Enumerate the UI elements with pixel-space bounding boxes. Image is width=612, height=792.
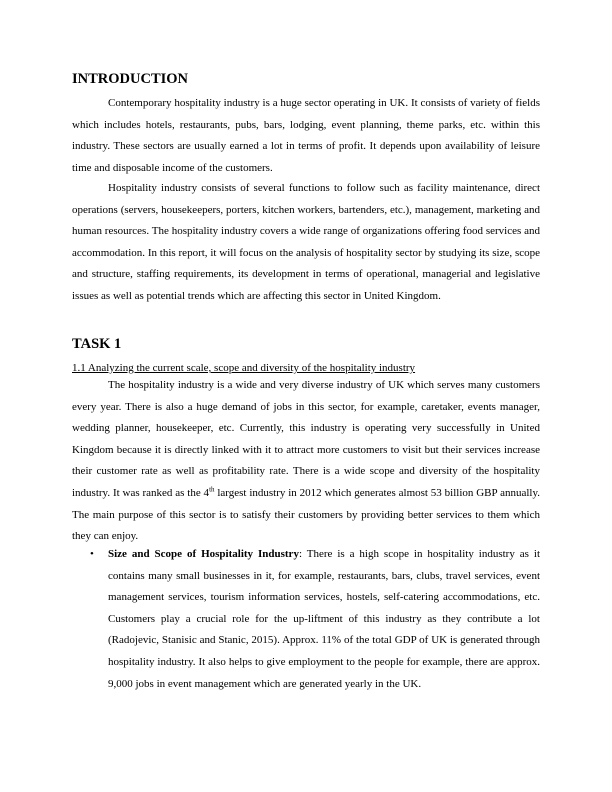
ordinal-suffix: th bbox=[209, 485, 215, 494]
introduction-paragraph-2: Hospitality industry consists of several functions to follow such as facility maintenance, direct operations (servers, housekeepers, porters, kitchen workers, bartenders, etc.), management, marketing and human resources. The hospitality industry covers a wide range of organizations offering food services and accommodation. In this report, it will focus on the analysis of hospitality sector by studying its size, scope and structure, staffing requirements, its development in terms of operational, managerial and legislative issues as well as potential trends which are affecting this sector in United Kingdom. bbox=[72, 182, 540, 302]
task1-paragraph-part1: The hospitality industry is a wide and very diverse industry of UK which serves many customers every year. There is also a huge demand of jobs in this sector, for example, caretaker, events manager, wedding planner, housekeeper, etc. Currently, this industry is operating very successfully in United Kingdom because it is directly linked with it to attract more customers to visit but their services increase their customer rate as well as profitability rate. There is a wide scope and diversity of the hospitality industry. It was ranked as the 4 bbox=[72, 379, 540, 499]
bullet-icon: • bbox=[90, 548, 94, 560]
bullet-title: Size and Scope of Hospitality Industry bbox=[108, 548, 299, 560]
task1-paragraph bbox=[72, 375, 540, 548]
task1-heading: TASK 1 bbox=[72, 336, 122, 352]
task1-subheading: 1.1 Analyzing the current scale, scope and diversity of the hospitality industry bbox=[72, 362, 416, 374]
bullet-body: : There is a high scope in hospitality industry as it contains many small businesses in it, for example, restaurants, bars, clubs, travel services, event management services, tourism information services, hostels, self-catering accommodations, etc. Customers play a crucial role for the up-liftment of this industry as they contribute a lot (Radojevic, Stanisic and Stanic, 2015). Approx. 11% of the total GDP of UK is generated through hospitality industry. It also helps to give employment to the people for example, there are approx. 9,000 jobs in event management which are generated yearly in the UK. bbox=[108, 548, 540, 690]
bullet-text bbox=[108, 544, 540, 695]
task1-paragraph-part2: largest industry in 2012 which generates almost 53 billion GBP annually. The main purpose of this sector is to satisfy their customers by providing better services to them which they can enjoy. bbox=[72, 486, 540, 543]
introduction-heading: INTRODUCTION bbox=[72, 71, 189, 87]
introduction-paragraph-1: Contemporary hospitality industry is a huge sector operating in UK. It consists of variety of fields which includes hotels, restaurants, pubs, bars, lodging, event planning, theme parks, etc. within this industry. These sectors are usually earned a lot in terms of profit. It depends upon availability of leisure time and disposable income of the customers. bbox=[72, 97, 540, 174]
